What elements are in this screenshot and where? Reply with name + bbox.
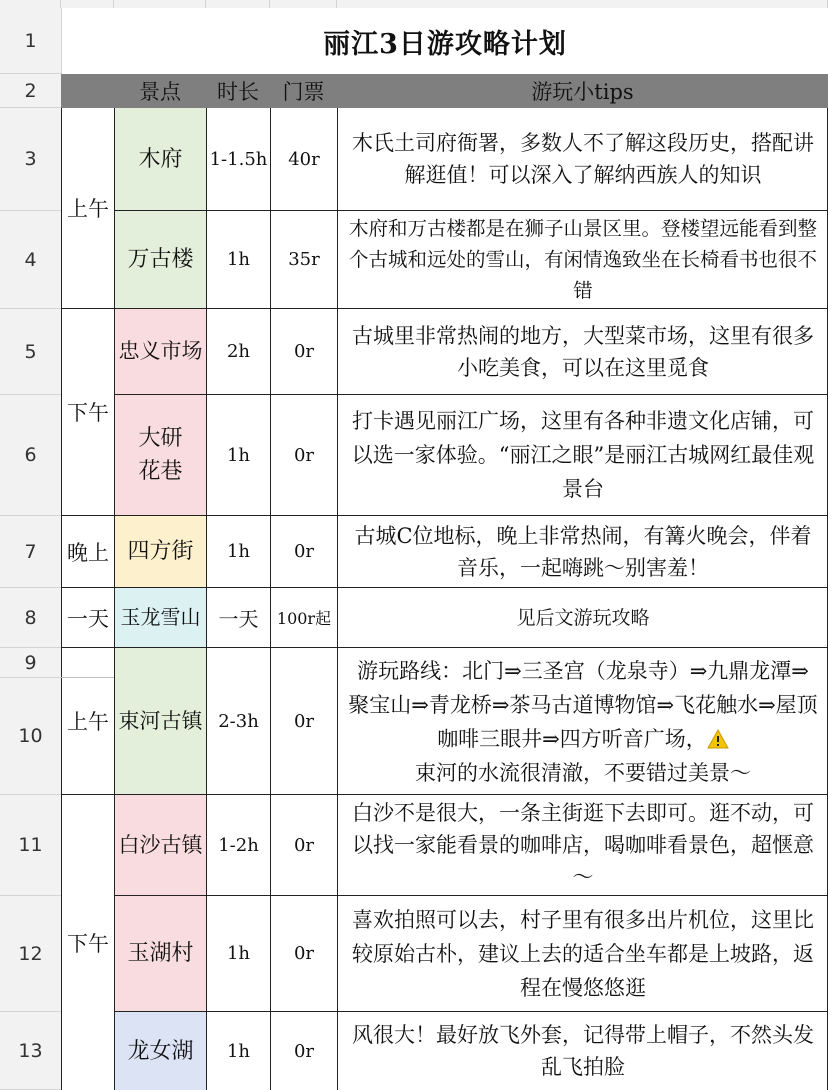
tips-cell[interactable] [337,648,828,795]
tips-cell[interactable]: 喜欢拍照可以去，村子里有很多出片机位，这里比较原始古朴，建议上去的适合坐车都是上坡路，返程在慢悠悠逛 [337,896,828,1012]
column-header-strip [114,0,206,8]
tips-cell[interactable]: 木府和万古楼都是在狮子山景区里。登楼望远能看到整个古城和远处的雪山，有闲情逸致坐在长椅看书也很不错 [337,211,828,309]
ticket-cell[interactable]: 0r [270,1012,337,1090]
row-header-8[interactable]: 8 [0,588,61,648]
spot-cell[interactable]: 木府 [114,108,206,211]
tips-cell[interactable]: 古城里非常热闹的地方，大型菜市场，这里有很多小吃美食，可以在这里觅食 [337,309,828,395]
sheet-title[interactable]: 丽江3日游攻略计划 [61,8,828,74]
ticket-cell[interactable]: 0r [270,896,337,1012]
column-header-strip [337,0,828,8]
spot-cell[interactable]: 玉湖村 [114,896,206,1012]
duration-cell[interactable]: 1h [206,211,270,309]
warning-icon [707,725,729,745]
spot-cell[interactable]: 龙女湖 [114,1012,206,1090]
row-header-7[interactable]: 7 [0,516,61,588]
spot-cell[interactable]: 四方街 [114,516,206,588]
row-header-10[interactable]: 10 [0,678,61,795]
tips-note-text: 束河的水流很清澈，不要错过美景～ [415,761,751,785]
period-cell[interactable]: 下午 [61,795,114,1090]
period-cell[interactable]: 下午 [61,309,114,516]
column-header-strip [0,0,61,8]
spot-cell[interactable]: 大研花巷 [114,395,206,516]
tips-cell[interactable]: 白沙不是很大，一条主街逛下去即可。逛不动，可以找一家能看景的咖啡店，喝咖啡看景色，超惬意～ [337,795,828,896]
row-header-11[interactable]: 11 [0,795,61,896]
tips-cell[interactable]: 古城C位地标，晚上非常热闹，有篝火晚会，伴着音乐，一起嗨跳～别害羞！ [337,516,828,588]
duration-cell[interactable]: 1h [206,896,270,1012]
row-header-13[interactable]: 13 [0,1012,61,1090]
ticket-cell[interactable]: 40r [270,108,337,211]
header-ticket[interactable]: 门票 [270,74,337,108]
duration-cell[interactable]: 1h [206,1012,270,1090]
spot-cell[interactable]: 玉龙雪山 [114,588,206,648]
spot-cell[interactable]: 忠义市场 [114,309,206,395]
period-cell[interactable]: 一天 [61,588,114,648]
tips-route-text: 游玩路线：北门⇒三圣宫（龙泉寺）⇒九鼎龙潭⇒ 聚宝山⇒青龙桥⇒茶马古道博物馆⇒飞花触水⇒屋顶咖啡三眼井⇒四方听音广场， [348,659,818,751]
header-tips[interactable]: 游玩小tips [337,74,828,108]
column-header-strip [270,0,337,8]
row-header-2[interactable]: 2 [0,74,61,108]
duration-cell[interactable]: 1h [206,395,270,516]
duration-cell[interactable]: 1-2h [206,795,270,896]
column-header-strip [61,0,114,8]
ticket-cell[interactable]: 0r [270,309,337,395]
spot-cell[interactable]: 白沙古镇 [114,795,206,896]
tips-cell[interactable]: 见后文游玩攻略 [337,588,828,648]
tips-cell[interactable]: 木氏土司府衙署，多数人不了解这段历史，搭配讲解逛值！可以深入了解纳西族人的知识 [337,108,828,211]
duration-cell[interactable]: 2-3h [206,648,270,795]
row-header-4[interactable]: 4 [0,211,61,309]
row-header-5[interactable]: 5 [0,309,61,395]
period-cell[interactable]: 晚上 [61,516,114,588]
header-spot[interactable]: 景点 [114,74,206,108]
row-header-3[interactable]: 3 [0,108,61,211]
ticket-cell[interactable]: 35r [270,211,337,309]
row-header-6[interactable]: 6 [0,395,61,516]
ticket-cell[interactable]: 0r [270,395,337,516]
row-header-12[interactable]: 12 [0,896,61,1012]
ticket-cell[interactable]: 0r [270,516,337,588]
period-cell[interactable]: 上午 [61,108,114,309]
duration-cell[interactable]: 一天 [206,588,270,648]
row-9-gridline [61,677,114,678]
ticket-cell[interactable]: 0r [270,648,337,795]
row-header-1[interactable]: 1 [0,8,61,74]
header-period-cell[interactable] [61,74,114,108]
tips-cell[interactable]: 打卡遇见丽江广场，这里有各种非遗文化店铺，可以选一家体验。“丽江之眼”是丽江古城网红最佳观景台 [337,395,828,516]
period-cell[interactable]: 上午 [61,648,114,795]
ticket-cell[interactable]: 100r起 [270,588,337,648]
tips-cell[interactable]: 风很大！最好放飞外套，记得带上帽子，不然头发乱飞拍脸 [337,1012,828,1090]
row-header-9[interactable]: 9 [0,648,61,678]
duration-cell[interactable]: 1h [206,516,270,588]
spot-cell[interactable]: 束河古镇 [114,648,206,795]
duration-cell[interactable]: 1-1.5h [206,108,270,211]
spot-cell[interactable]: 万古楼 [114,211,206,309]
header-duration[interactable]: 时长 [206,74,270,108]
column-header-strip [206,0,270,8]
duration-cell[interactable]: 2h [206,309,270,395]
ticket-cell[interactable]: 0r [270,795,337,896]
